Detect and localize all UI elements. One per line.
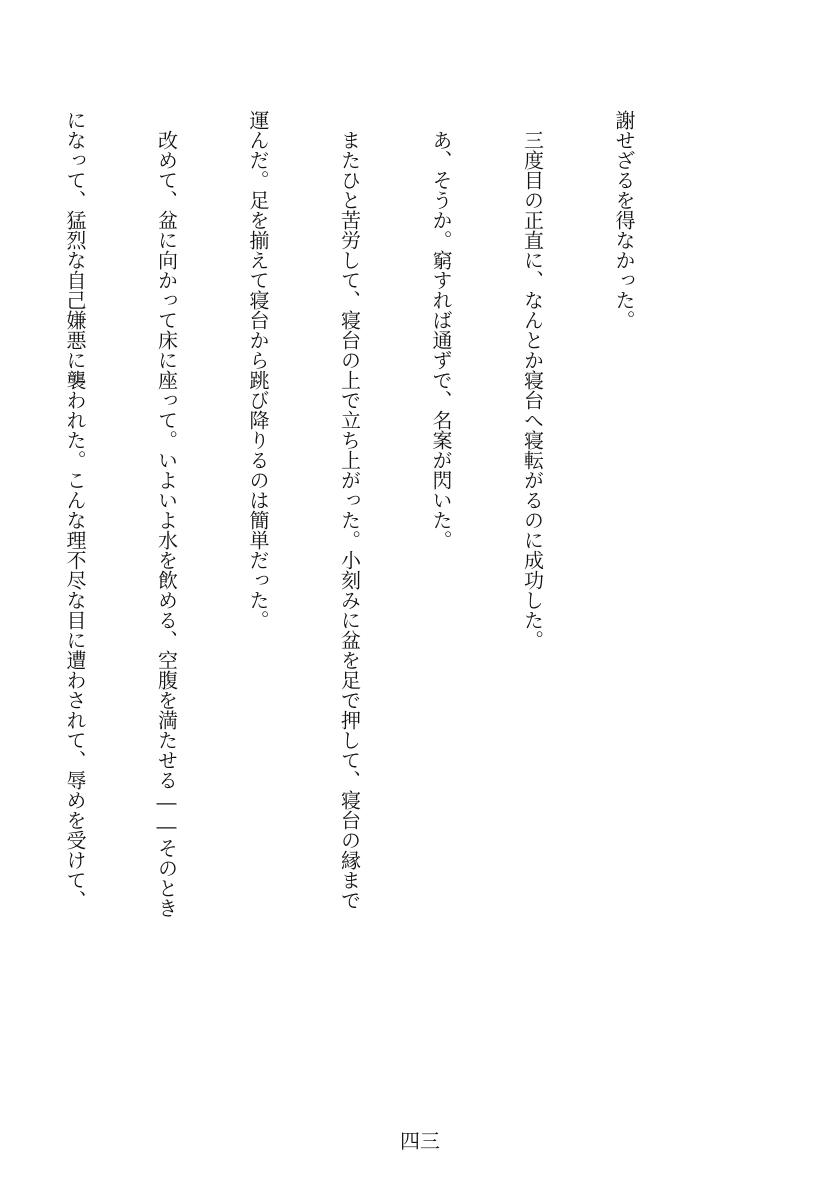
text-line: 謝せざるを得なかった。: [612, 110, 636, 330]
vertical-text-body: [60, 110, 700, 990]
text-line: 運んだ。足を揃えて寝台から跳び降りるのは簡単だった。: [246, 110, 270, 630]
page-number: 四三: [400, 1129, 440, 1153]
text-line: になって、猛烈な自己嫌悪に襲われた。こんな理不尽な目に遭わされて、辱めを受けて、: [63, 110, 87, 910]
text-line: あ、そうか。窮すれば通ずで、名案が閃いた。: [429, 110, 453, 550]
text-line: 三度目の正直に、なんとか寝台へ寝転がるのに成功した。: [520, 110, 545, 650]
text-line: 改めて、盆に向かって床に座って。いよいよ水を飲める、空腹を満たせる――そのとき: [154, 110, 179, 918]
text-line: またひと苦労して、寝台の上で立ち上がった。小刻みに盆を足で押して、寝台の縁まで: [337, 110, 362, 910]
